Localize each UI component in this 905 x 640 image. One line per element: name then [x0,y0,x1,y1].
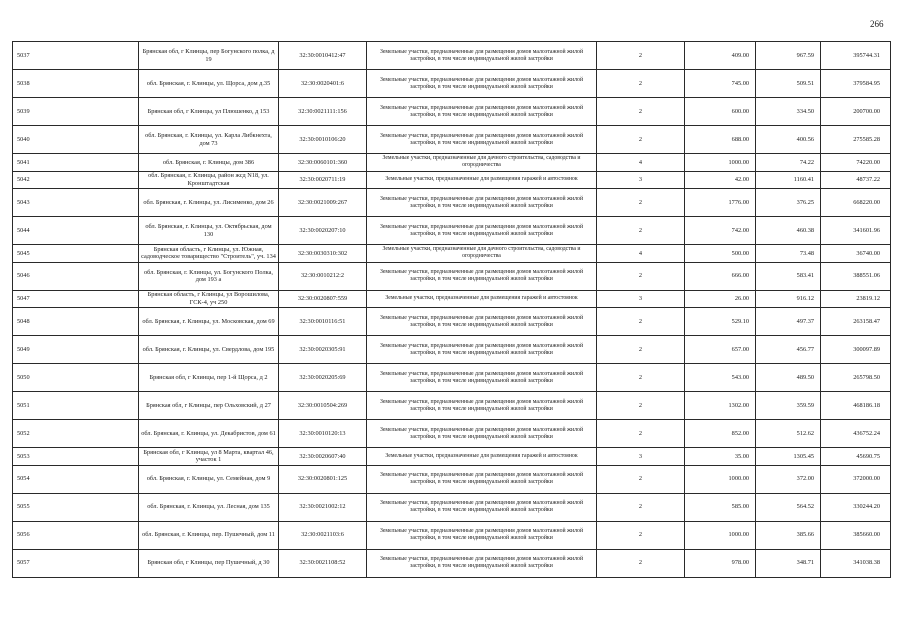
unit-value-cell: 456.77 [756,336,821,364]
unit-value-cell: 348.71 [756,549,821,577]
unit-value-cell: 489.50 [756,364,821,392]
row-number-cell: 5055 [13,493,139,521]
unit-value-cell: 372.00 [756,465,821,493]
area-cell: 529.10 [685,308,756,336]
row-number-cell: 5054 [13,465,139,493]
area-cell: 978.00 [685,549,756,577]
unit-value-cell: 916.12 [756,290,821,308]
cadastral-number-cell: 32:30:0010116:51 [279,308,367,336]
land-use-cell: Земельные участки, предназначенные для размещения домов малоэтажной жилой застройки, в том числе индивидуальной жилой застройки [367,521,597,549]
area-cell: 35.00 [685,448,756,466]
address-cell: Брянская область, г Клинцы, ул. Южная, садоводческое товарищество "Строитель", уч. 134 [139,245,279,263]
cadastral-value-cell: 330244.20 [821,493,891,521]
cadastral-value-cell: 300097.89 [821,336,891,364]
row-number-cell: 5041 [13,154,139,172]
unit-value-cell: 509.51 [756,70,821,98]
area-cell: 42.00 [685,171,756,189]
land-use-cell: Земельные участки, предназначенные для размещения домов малоэтажной жилой застройки, в том числе индивидуальной жилой застройки [367,465,597,493]
address-cell: обл. Брянская, г. Клинцы, ул. Щорса, дом д.35 [139,70,279,98]
table-row [13,189,891,217]
row-number-cell: 5043 [13,189,139,217]
row-number-cell: 5052 [13,420,139,448]
table-row [13,245,891,263]
address-cell: обл. Брянская, г. Клинцы, ул. Московская, дом 69 [139,308,279,336]
table-body [13,42,891,578]
cadastral-value-cell: 468186.18 [821,392,891,420]
group-cell: 4 [597,245,685,263]
land-use-cell: Земельные участки, предназначенные для размещения домов малоэтажной жилой застройки, в том числе индивидуальной жилой застройки [367,493,597,521]
row-number-cell: 5045 [13,245,139,263]
unit-value-cell: 359.59 [756,392,821,420]
group-cell: 2 [597,549,685,577]
cadastral-value-cell: 436752.24 [821,420,891,448]
cadastral-value-cell: 265798.50 [821,364,891,392]
unit-value-cell: 564.52 [756,493,821,521]
cadastral-number-cell: 32:30:0021103:6 [279,521,367,549]
address-cell: обл. Брянская, г. Клинцы, ул. Свердлова, дом 195 [139,336,279,364]
unit-value-cell: 1305.45 [756,448,821,466]
table-row [13,308,891,336]
table-row [13,217,891,245]
unit-value-cell: 376.25 [756,189,821,217]
area-cell: 543.00 [685,364,756,392]
table-row [13,392,891,420]
area-cell: 852.00 [685,420,756,448]
area-cell: 409.00 [685,42,756,70]
cadastral-value-cell: 379584.95 [821,70,891,98]
area-cell: 688.00 [685,126,756,154]
land-use-cell: Земельные участки, предназначенные для размещения домов малоэтажной жилой застройки, в том числе индивидуальной жилой застройки [367,392,597,420]
cadastral-number-cell: 32:30:0021002:12 [279,493,367,521]
land-use-cell: Земельные участки, предназначенные для дачного строительства, садоводства и огородничества [367,154,597,172]
unit-value-cell: 967.59 [756,42,821,70]
row-number-cell: 5050 [13,364,139,392]
land-use-cell: Земельные участки, предназначенные для размещения домов малоэтажной жилой застройки, в том числе индивидуальной жилой застройки [367,262,597,290]
land-registry-table [12,41,891,578]
cadastral-number-cell: 32:30:0021009:267 [279,189,367,217]
land-use-cell: Земельные участки, предназначенные для дачного строительства, садоводства и огородничества [367,245,597,263]
cadastral-number-cell: 32:30:0020207:10 [279,217,367,245]
table-row [13,98,891,126]
row-number-cell: 5057 [13,549,139,577]
address-cell: Брянская обл, г Клинцы, пер Богунского полка, д 19 [139,42,279,70]
area-cell: 742.00 [685,217,756,245]
cadastral-number-cell: 32:30:0020711:19 [279,171,367,189]
table-row [13,549,891,577]
area-cell: 745.00 [685,70,756,98]
cadastral-number-cell: 32:30:0020807:559 [279,290,367,308]
cadastral-value-cell: 45690.75 [821,448,891,466]
cadastral-number-cell: 32:30:0020401:6 [279,70,367,98]
cadastral-number-cell: 32:30:0010212:2 [279,262,367,290]
area-cell: 657.00 [685,336,756,364]
row-number-cell: 5038 [13,70,139,98]
address-cell: обл. Брянская, г. Клинцы, ул. Декабристов, дом 61 [139,420,279,448]
unit-value-cell: 497.37 [756,308,821,336]
address-cell: обл. Брянская, г. Клинцы, дом 386 [139,154,279,172]
group-cell: 2 [597,98,685,126]
cadastral-number-cell: 32:30:0021108:52 [279,549,367,577]
area-cell: 1776.00 [685,189,756,217]
land-use-cell: Земельные участки, предназначенные для размещения гаражей и автостоянок [367,171,597,189]
address-cell: обл. Брянская, г. Клинцы, ул. Лисименко, дом 26 [139,189,279,217]
cadastral-value-cell: 23819.12 [821,290,891,308]
cadastral-number-cell: 32:30:0010120:13 [279,420,367,448]
unit-value-cell: 460.38 [756,217,821,245]
cadastral-number-cell: 32:30:0020305:91 [279,336,367,364]
cadastral-value-cell: 48737.22 [821,171,891,189]
group-cell: 2 [597,392,685,420]
land-use-cell: Земельные участки, предназначенные для размещения домов малоэтажной жилой застройки, в том числе индивидуальной жилой застройки [367,336,597,364]
row-number-cell: 5053 [13,448,139,466]
group-cell: 2 [597,308,685,336]
land-use-cell: Земельные участки, предназначенные для размещения домов малоэтажной жилой застройки, в том числе индивидуальной жилой застройки [367,217,597,245]
row-number-cell: 5056 [13,521,139,549]
group-cell: 2 [597,189,685,217]
land-use-cell: Земельные участки, предназначенные для размещения домов малоэтажной жилой застройки, в том числе индивидуальной жилой застройки [367,549,597,577]
cadastral-number-cell: 32:30:0020801:125 [279,465,367,493]
unit-value-cell: 74.22 [756,154,821,172]
address-cell: Брянская обл, г Клинцы, ул Плюшенко, д 153 [139,98,279,126]
cadastral-number-cell: 32:30:0060101:360 [279,154,367,172]
address-cell: Брянская область, г Клинцы, ул Ворошилова, ГСК-4, уч 250 [139,290,279,308]
address-cell: Брянская обл, г Клинцы, пер 1-й Щорса, д 2 [139,364,279,392]
row-number-cell: 5037 [13,42,139,70]
address-cell: Брянская обл, г Клинцы, пер Ольховский, д 27 [139,392,279,420]
group-cell: 2 [597,465,685,493]
cadastral-value-cell: 275585.28 [821,126,891,154]
land-use-cell: Земельные участки, предназначенные для размещения домов малоэтажной жилой застройки, в том числе индивидуальной жилой застройки [367,308,597,336]
land-use-cell: Земельные участки, предназначенные для размещения домов малоэтажной жилой застройки, в том числе индивидуальной жилой застройки [367,70,597,98]
land-use-cell: Земельные участки, предназначенные для размещения домов малоэтажной жилой застройки, в том числе индивидуальной жилой застройки [367,126,597,154]
table-row [13,42,891,70]
group-cell: 2 [597,493,685,521]
table-row [13,262,891,290]
group-cell: 2 [597,364,685,392]
address-cell: Брянская обл, г Клинцы, ул 8 Марта, квартал 46, участок 1 [139,448,279,466]
address-cell: обл. Брянская, г. Клинцы, район жсд N18, ул. Кронштадтская [139,171,279,189]
page-number: 266 [870,19,884,29]
table-row [13,448,891,466]
address-cell: Брянская обл, г Клинцы, пер Пушечный, д 30 [139,549,279,577]
cadastral-value-cell: 200700.00 [821,98,891,126]
group-cell: 2 [597,521,685,549]
unit-value-cell: 583.41 [756,262,821,290]
unit-value-cell: 400.56 [756,126,821,154]
cadastral-value-cell: 388551.06 [821,262,891,290]
table-row [13,420,891,448]
address-cell: обл. Брянская, г. Клинцы, ул. Лесная, дом 135 [139,493,279,521]
area-cell: 26.00 [685,290,756,308]
unit-value-cell: 512.62 [756,420,821,448]
cadastral-number-cell: 32:30:0020205:69 [279,364,367,392]
table-row [13,336,891,364]
unit-value-cell: 73.48 [756,245,821,263]
area-cell: 1000.00 [685,465,756,493]
row-number-cell: 5039 [13,98,139,126]
row-number-cell: 5047 [13,290,139,308]
row-number-cell: 5048 [13,308,139,336]
address-cell: обл. Брянская, г. Клинцы, ул. Богунского Полка, дом 193 а [139,262,279,290]
cadastral-number-cell: 32:30:0010504:269 [279,392,367,420]
row-number-cell: 5040 [13,126,139,154]
cadastral-value-cell: 385660.00 [821,521,891,549]
table-row [13,154,891,172]
table-row [13,493,891,521]
group-cell: 2 [597,217,685,245]
group-cell: 3 [597,448,685,466]
area-cell: 585.00 [685,493,756,521]
land-use-cell: Земельные участки, предназначенные для размещения домов малоэтажной жилой застройки, в том числе индивидуальной жилой застройки [367,189,597,217]
cadastral-number-cell: 32:30:0020607:40 [279,448,367,466]
cadastral-value-cell: 341601.96 [821,217,891,245]
cadastral-value-cell: 263158.47 [821,308,891,336]
unit-value-cell: 385.66 [756,521,821,549]
cadastral-number-cell: 32:30:0030310:302 [279,245,367,263]
area-cell: 1000.00 [685,521,756,549]
group-cell: 3 [597,171,685,189]
cadastral-value-cell: 74220.00 [821,154,891,172]
unit-value-cell: 1160.41 [756,171,821,189]
area-cell: 1000.00 [685,154,756,172]
table-row [13,126,891,154]
group-cell: 2 [597,336,685,364]
cadastral-value-cell: 372000.00 [821,465,891,493]
table-row [13,521,891,549]
cadastral-value-cell: 341038.38 [821,549,891,577]
row-number-cell: 5042 [13,171,139,189]
cadastral-number-cell: 32:30:0010106:20 [279,126,367,154]
table-row [13,290,891,308]
table-row [13,70,891,98]
cadastral-value-cell: 36740.00 [821,245,891,263]
row-number-cell: 5044 [13,217,139,245]
land-use-cell: Земельные участки, предназначенные для размещения домов малоэтажной жилой застройки, в том числе индивидуальной жилой застройки [367,42,597,70]
cadastral-value-cell: 395744.31 [821,42,891,70]
address-cell: обл. Брянская, г. Клинцы, ул. Октябрьская, дом 130 [139,217,279,245]
area-cell: 1302.00 [685,392,756,420]
land-use-cell: Земельные участки, предназначенные для размещения домов малоэтажной жилой застройки, в том числе индивидуальной жилой застройки [367,420,597,448]
land-use-cell: Земельные участки, предназначенные для размещения домов малоэтажной жилой застройки, в том числе индивидуальной жилой застройки [367,98,597,126]
area-cell: 500.00 [685,245,756,263]
area-cell: 600.00 [685,98,756,126]
unit-value-cell: 334.50 [756,98,821,126]
group-cell: 2 [597,42,685,70]
address-cell: обл. Брянская, г. Клинцы, пер. Пушечный, дом 11 [139,521,279,549]
table-row [13,171,891,189]
group-cell: 2 [597,70,685,98]
row-number-cell: 5049 [13,336,139,364]
table-row [13,465,891,493]
land-use-cell: Земельные участки, предназначенные для размещения домов малоэтажной жилой застройки, в том числе индивидуальной жилой застройки [367,364,597,392]
area-cell: 666.00 [685,262,756,290]
cadastral-number-cell: 32:30:0010412:47 [279,42,367,70]
group-cell: 2 [597,420,685,448]
row-number-cell: 5046 [13,262,139,290]
address-cell: обл. Брянская, г. Клинцы, ул. Семейная, дом 9 [139,465,279,493]
group-cell: 3 [597,290,685,308]
land-use-cell: Земельные участки, предназначенные для размещения гаражей и автостоянок [367,448,597,466]
land-use-cell: Земельные участки, предназначенные для размещения гаражей и автостоянок [367,290,597,308]
group-cell: 2 [597,126,685,154]
table-row [13,364,891,392]
row-number-cell: 5051 [13,392,139,420]
address-cell: обл. Брянская, г. Клинцы, ул. Карла Либкнехта, дом 73 [139,126,279,154]
group-cell: 2 [597,262,685,290]
cadastral-value-cell: 668220.00 [821,189,891,217]
group-cell: 4 [597,154,685,172]
cadastral-number-cell: 32:30:0021111:156 [279,98,367,126]
